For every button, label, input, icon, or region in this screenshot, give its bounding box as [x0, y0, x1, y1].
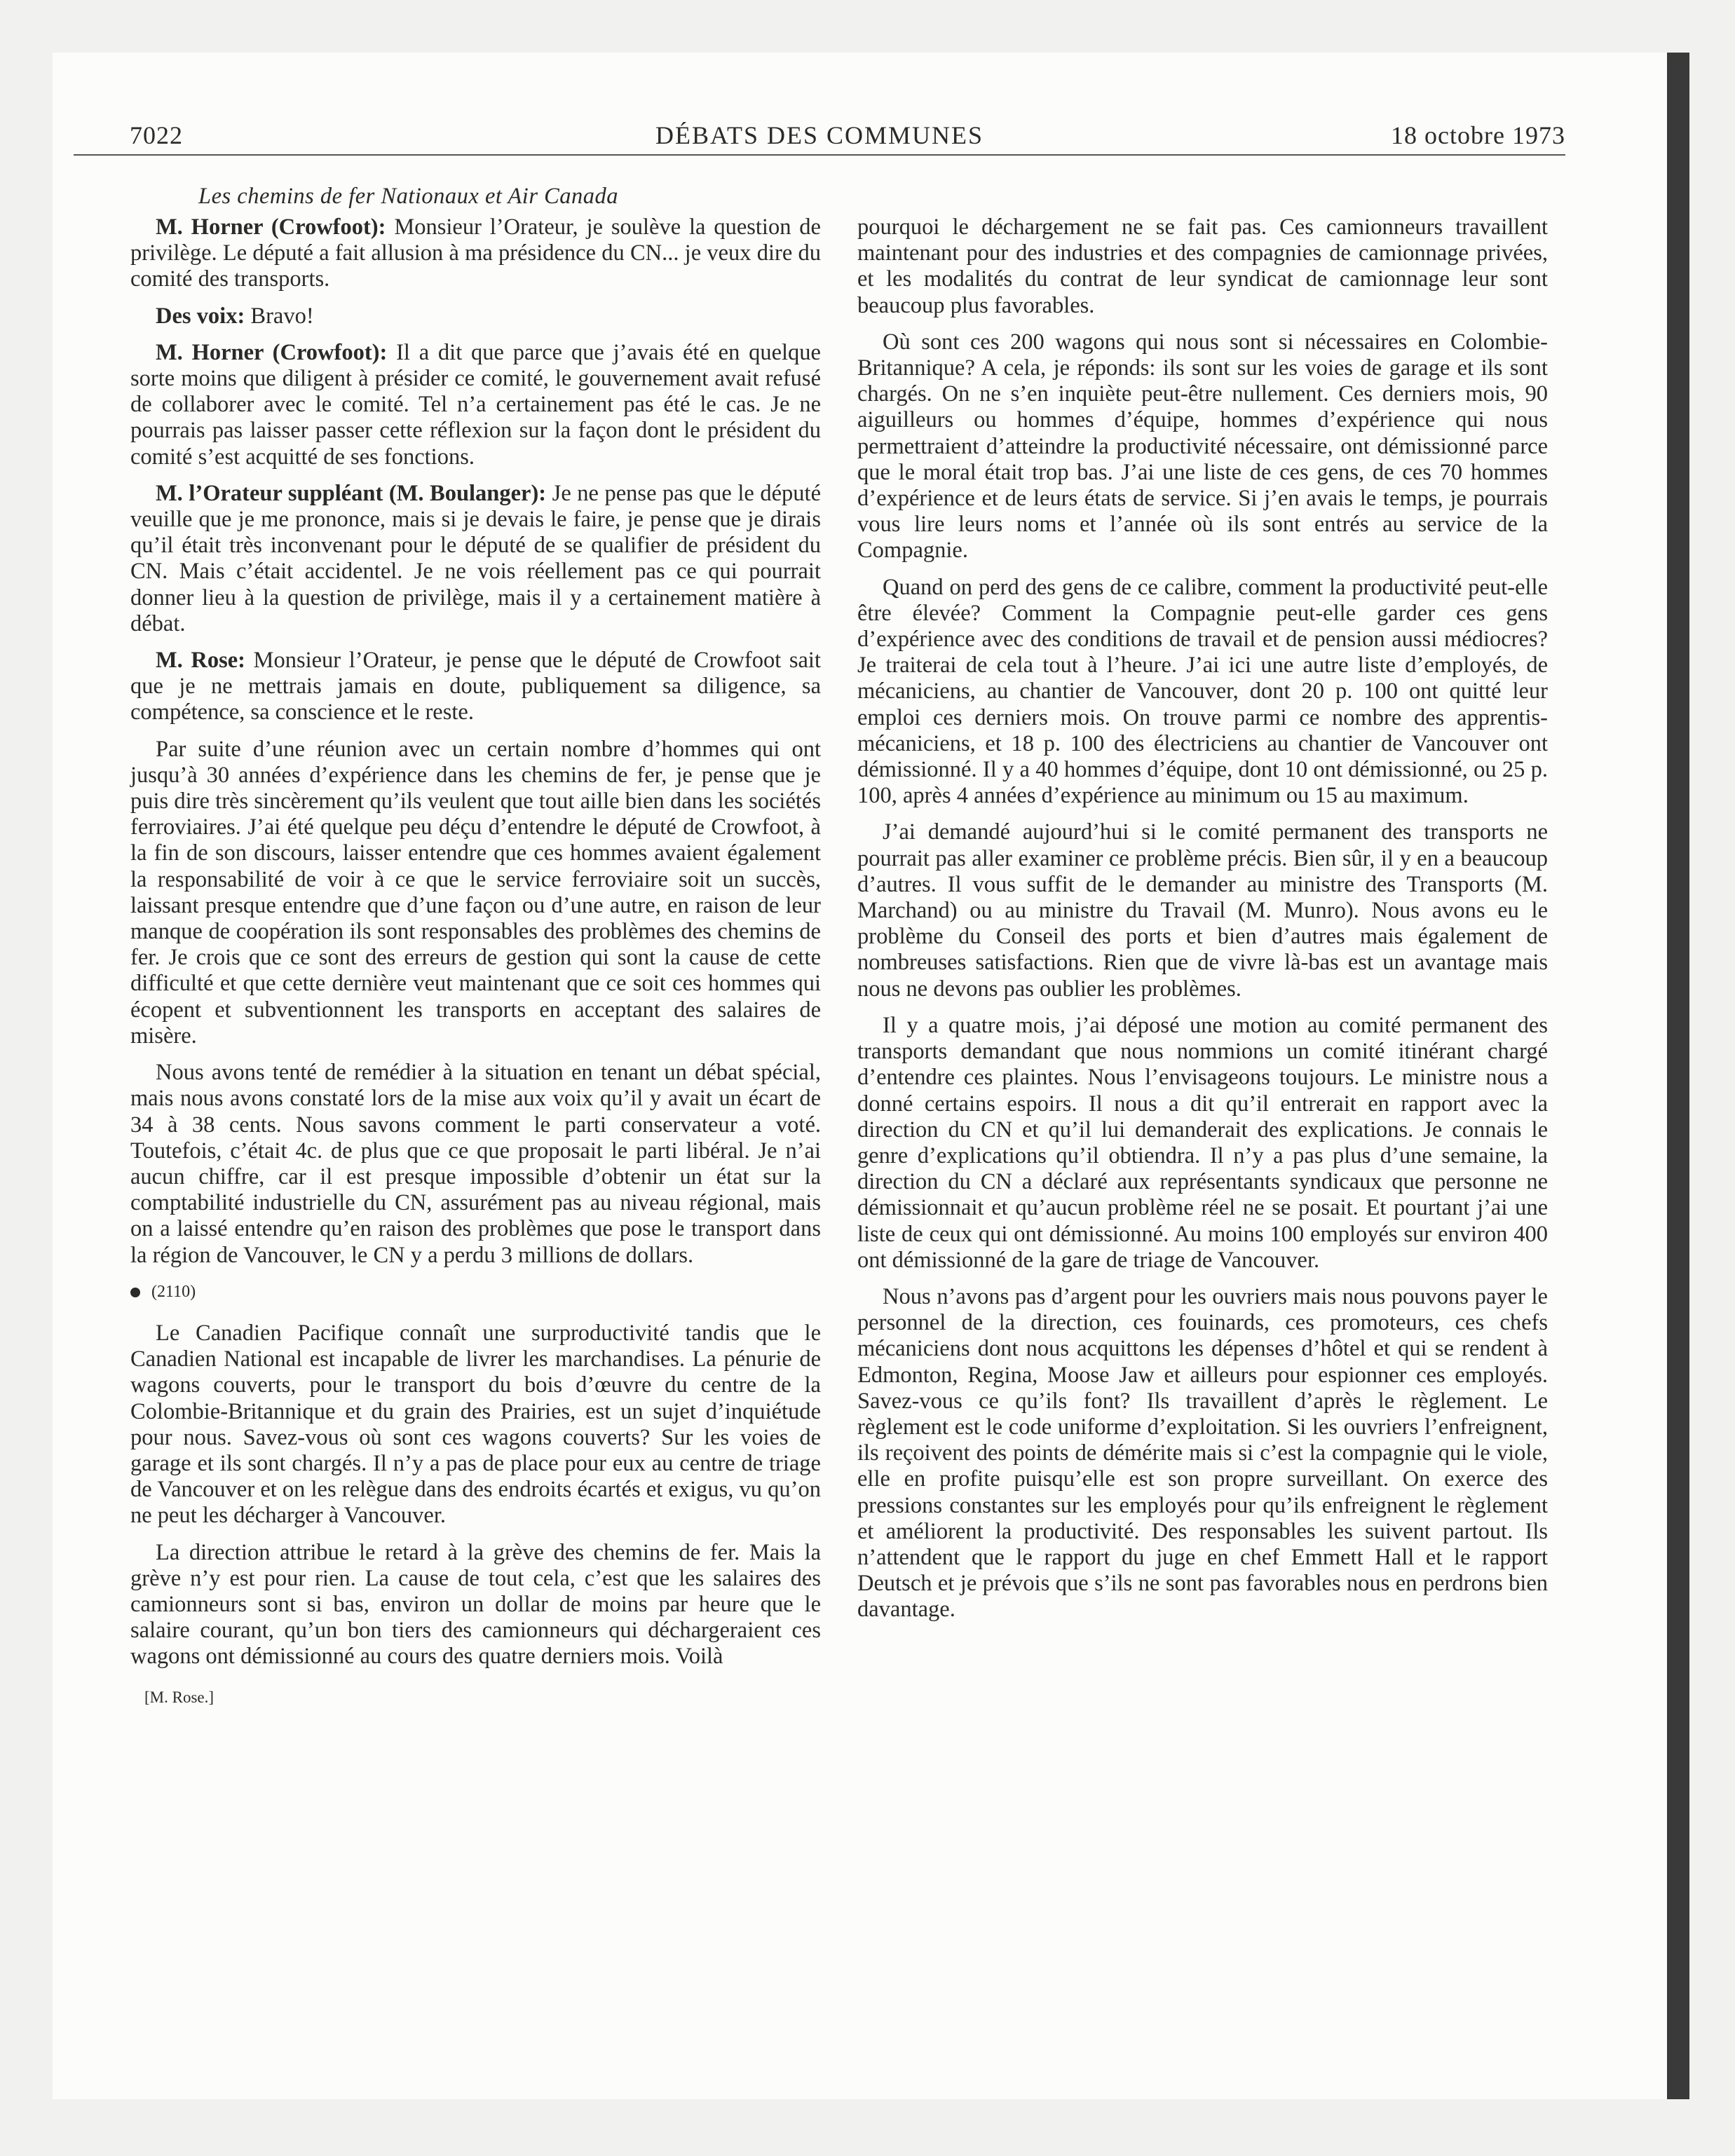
paragraph-text: Je ne pense pas que le député veuille que je me prononce, mais si je devais le faire, je pense que je dirais qu’il était très inconvenant pour le député de se qualifier de président du CN. Mais c’était accidentel. Je ne vois réellement pas ce qui pourrait donner lieu à la question de privilège, mais il y a certainement matière à débat. — [130, 480, 822, 636]
speaker-name: M. Horner (Crowfoot): — [156, 214, 386, 240]
paragraph-text: La direction attribue le retard à la grève des chemins de fer. Mais la grève n’y est pour rien. La cause de tout cela, c’est que les salaires des camionneurs sont si bas, environ un dollar de moins par heure que le salaire courant, qu’un bon tiers des camionneurs qui déchargeraient ces wagons ont démissionné au cours des quatre derniers mois. Voilà — [130, 1539, 821, 1670]
paragraph-text: pourquoi le déchargement ne se fait pas. Ces camionneurs travaillent maintenant pour des industries et des compagnies de camionnage privées, et les modalités du contrat de leur syndicat de camionnage leur sont beaucoup plus favorables. — [857, 214, 1548, 318]
paragraph-text: Le Canadien Pacifique connaît une surproductivité tandis que le Canadien National est incapable de livrer les marchandises. La pénurie de wagons couverts, pour le transport du bois d’œuvre du centre de la Colombie-Britannique et du grain des Prairies, est un sujet d’inquiétude pour nous. Savez-vous où sont ces wagons couverts? Sur les voies de garage et ils sont chargés. Il n’y a pas de place pour eux au centre de triage de Vancouver et on les relègue dans des endroits écartés et exigus, vu qu’on ne peut les décharger à Vancouver. — [130, 1320, 821, 1529]
paragraph — [130, 481, 821, 637]
bullet-icon — [130, 1288, 140, 1297]
section-subtitle: Les chemins de fer Nationaux et Air Canada — [198, 184, 619, 209]
page-header — [74, 118, 1565, 156]
paragraph — [130, 1540, 821, 1670]
paragraph — [130, 214, 821, 293]
left-paragraphs — [130, 214, 821, 1269]
left-paragraphs-continued — [130, 1321, 821, 1670]
paragraph — [130, 737, 821, 1049]
paragraph-text: Il y a quatre mois, j’ai déposé une motion au comité permanent des transports demandant que nous nommions un comité itinérant chargé d’entendre ces plaintes. Nous l’envisageons toujours. Le ministre nous a donné certains espoirs. Il nous a dit qu’il entrerait en rapport avec la direction du CN et qu’il lui demanderait des explications. Je connais le genre d’explications qu’il obtiendra. Il n’y a pas plus d’une semaine, la direction du CN a déclaré aux représentants syndicaux que personne ne démissionnait et qu’aucun problème réel ne se posait. Et pourtant j’ai une liste de ceux qui ont démissionné. Au moins 100 employés sur environ 400 ont démissionné de la gare de triage de Vancouver. — [857, 1012, 1548, 1273]
time-marker — [130, 1279, 821, 1305]
left-column — [130, 214, 821, 1710]
paragraph — [857, 1284, 1548, 1623]
paragraph-text: Il a dit que parce que j’avais été en quelque sorte moins que diligent à présider ce comité, le gouvernement avait refusé de collaborer avec le comité. Tel n’a certainement pas été le cas. Je ne pourrais pas laisser passer cette réflexion sur la façon dont le président du comité s’est acquitté de ses fonctions. — [130, 339, 821, 470]
scan-edge — [1667, 53, 1689, 2099]
paragraph-text: Monsieur l’Orateur, je soulève la question de privilège. Le député a fait allusion à ma présidence du CN... je veux dire du comité des transports. — [130, 214, 821, 292]
paragraph-text: Quand on perd des gens de ce calibre, comment la productivité peut-elle être élevée? Comment la Compagnie peut-elle garder ces gens d’expérience avec des conditions de travail et de pension aussi médiocres? Je traiterai de cela tout à l’heure. J’ai ici une autre liste d’employés, de mécaniciens, au chantier de Vancouver, dont 20 p. 100 ont quitté leur emploi ces derniers mois. On trouve parmi ce nombre des apprentis-mécaniciens, et 18 p. 100 des électriciens au chantier de Vancouver ont démissionné. Il y a 40 hommes d’équipe, dont 10 ont démissionné, ou 25 p. 100, après 4 années d’expérience au minimum ou 15 au maximum. — [857, 574, 1548, 809]
paragraph-text: Où sont ces 200 wagons qui nous sont si nécessaires en Colombie-Britannique? A cela, je réponds: ils sont sur les voies de garage et ils sont chargés. On ne s’en inquiète peut-être nullement. Ces derniers mois, 90 aiguilleurs ou hommes d’équipe, hommes d’expérience qui nous permettraient d’atteindre la productivité nécessaire, ont démissionné parce que le moral était trop bas. J’ai une liste de ces gens, de ces 70 hommes d’expérience et de leurs états de service. Si j’en avais le temps, je pourrais vous lire leurs noms et l’année où ils sont entrés au service de la Compagnie. — [857, 329, 1548, 564]
speaker-footer: [M. Rose.] — [144, 1688, 215, 1706]
paragraph-text: Nous avons tenté de remédier à la situation en tenant un débat spécial, mais nous avons constaté lors de la mise aux voix qu’il y avait un écart de 34 à 38 cents. Nous savons comment le parti conservateur a voté. Toutefois, c’était 4c. de plus que ce que proposait le parti libéral. Je n’ai aucun chiffre, car il est presque impossible d’obtenir un état sur la comptabilité industrielle du CN, assurément pas au niveau régional, mais on a laissé entendre qu’en raison des problèmes que pose le transport dans la région de Vancouver, le CN y a perdu 3 millions de dollars. — [130, 1060, 821, 1268]
right-column — [857, 214, 1548, 1634]
paragraph — [130, 303, 821, 329]
page-number: 7022 — [130, 121, 183, 149]
paragraph — [130, 1321, 821, 1529]
paragraph-text: Bravo! — [245, 303, 314, 329]
speaker-name: M. Horner (Crowfoot): — [156, 339, 388, 365]
time-marker-text: (2110) — [151, 1282, 196, 1301]
journal-title: DÉBATS DES COMMUNES — [655, 121, 984, 149]
paragraph — [130, 340, 821, 470]
speaker-name: M. Rose: — [156, 648, 245, 674]
issue-date: 18 octobre 1973 — [1391, 121, 1565, 149]
paragraph-text: J’ai demandé aujourd’hui si le comité permanent des transports ne pourrait pas aller examiner ce problème précis. Bien sûr, il y en a beaucoup d’autres. Il vous suffit de le demander au ministre des Transports (M. Marchand) ou au ministre du Travail (M. Munro). Nous avons eu le problème du Conseil des ports et bien d’autres mais également de nombreuses satisfactions. Rien que de vivre là-bas est un avantage mais nous ne devons pas oublier les problèmes. — [857, 819, 1548, 1002]
paragraph-text: Par suite d’une réunion avec un certain nombre d’hommes qui ont jusqu’à 30 années d’expérience dans les chemins de fer, je pense que je puis dire très sincèrement qu’ils veulent que tout aille bien dans les sociétés ferroviaires. J’ai été quelque peu déçu d’entendre le député de Crowfoot, à la fin de son discours, laisser entendre que ces hommes avaient également la responsabilité de voir à ce que le service ferroviaire soit un succès, laissant presque entendre que d’une façon ou d’une autre, en raison de leur manque de coopération ils sont responsables des problèmes des chemins de fer. Je crois que ce sont des erreurs de gestion qui sont la cause de cette difficulté et que cette dernière veut maintenant que ce soit ces hommes qui écopent et subventionnent les transports en acceptant des salaires de misère. — [130, 736, 821, 1049]
paragraph — [857, 1013, 1548, 1274]
paragraph — [857, 819, 1548, 1002]
paragraph — [857, 575, 1548, 810]
paragraph — [857, 329, 1548, 564]
paragraph — [857, 214, 1548, 319]
paragraph — [130, 1060, 821, 1269]
paragraph-text: Nous n’avons pas d’argent pour les ouvriers mais nous pouvons payer le personnel de la direction, ces fouinards, ces promoteurs, ces chefs mécaniciens dont nous acquittons les dépenses d’hôtel et qui se rendent à Edmonton, Regina, Moose Jaw et ailleurs pour espionner ces employés. Savez-vous ce qu’ils font? Ils travaillent d’après le règlement. Le règlement est le code uniforme d’exploitation. Si les ouvriers l’enfreignent, ils reçoivent des points de démérite mais si c’est la compagnie qui le viole, elle en profite puisqu’elle est son propre surveillant. On exerce des pressions constantes sur les employés pour qu’ils enfreignent le règlement et améliorent la productivité. Des responsables les suivent partout. Ils n’attendent que le rapport du juge en chef Emmett Hall et le rapport Deutsch et je prévois que s’ils ne sont pas favorables nous en perdrons bien davantage. — [857, 1283, 1548, 1623]
speaker-name: Des voix: — [156, 303, 245, 329]
right-paragraphs — [857, 214, 1548, 1623]
paragraph-text: Monsieur l’Orateur, je pense que le député de Crowfoot sait que je ne mettrais jamais en doute, publiquement sa diligence, sa compétence, sa conscience et le reste. — [130, 648, 821, 725]
paragraph — [130, 648, 821, 726]
speaker-name: M. l’Orateur suppléant (M. Boulanger): — [156, 480, 547, 506]
